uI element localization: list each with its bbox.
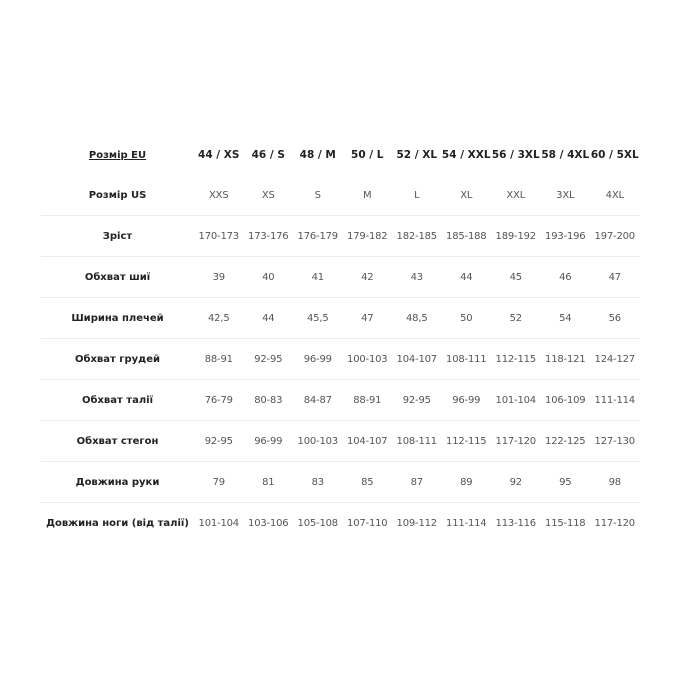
row-label: Обхват грудей bbox=[74, 353, 161, 365]
table-row bbox=[41, 175, 640, 216]
table-row bbox=[41, 298, 640, 339]
table-row bbox=[41, 339, 640, 380]
table-cell: 122-125 bbox=[545, 435, 586, 447]
table-cell: 80-83 bbox=[254, 394, 283, 406]
header-label-cell bbox=[41, 135, 194, 175]
table-cell: 46 bbox=[559, 271, 572, 283]
table-cell: 92-95 bbox=[204, 435, 233, 447]
table-cell: 100-103 bbox=[347, 353, 388, 365]
table-cell: 105-108 bbox=[297, 517, 338, 529]
size-chart-table bbox=[41, 135, 640, 543]
table-cell: 100-103 bbox=[297, 435, 338, 447]
table-cell: 52 bbox=[509, 312, 522, 324]
table-cell: 127-130 bbox=[594, 435, 635, 447]
row-label: Розмір US bbox=[88, 189, 147, 201]
table-cell: 85 bbox=[361, 476, 374, 488]
table-row bbox=[41, 216, 640, 257]
table-cell: 112-115 bbox=[495, 353, 536, 365]
table-cell: 182-185 bbox=[396, 230, 437, 242]
table-cell: 44 bbox=[262, 312, 275, 324]
size-column-header: 46 / S bbox=[251, 149, 285, 161]
table-cell: 96-99 bbox=[303, 353, 332, 365]
table-cell: 108-111 bbox=[396, 435, 437, 447]
table-cell: 117-120 bbox=[495, 435, 536, 447]
table-row bbox=[41, 421, 640, 462]
table-cell: 92 bbox=[509, 476, 522, 488]
table-cell: 176-179 bbox=[297, 230, 338, 242]
size-column-header: 60 / 5XL bbox=[590, 149, 639, 161]
row-label: Ширина плечей bbox=[71, 312, 164, 324]
table-row bbox=[41, 257, 640, 298]
table-cell: 45,5 bbox=[307, 312, 329, 324]
table-cell: 109-112 bbox=[396, 517, 437, 529]
size-column-header: 58 / 4XL bbox=[541, 149, 590, 161]
table-cell: 101-104 bbox=[198, 517, 239, 529]
size-eu-link[interactable]: Розмір EU bbox=[88, 149, 147, 161]
table-cell: 104-107 bbox=[396, 353, 437, 365]
size-column-header: 50 / L bbox=[351, 149, 384, 161]
table-cell: 83 bbox=[311, 476, 324, 488]
table-cell: XS bbox=[261, 189, 275, 201]
table-cell: 88-91 bbox=[353, 394, 382, 406]
table-cell: 179-182 bbox=[347, 230, 388, 242]
table-cell: 44 bbox=[460, 271, 473, 283]
table-cell: 47 bbox=[361, 312, 374, 324]
table-cell: 42 bbox=[361, 271, 374, 283]
table-cell: 185-188 bbox=[446, 230, 487, 242]
table-cell: 92-95 bbox=[402, 394, 431, 406]
table-cell: 87 bbox=[410, 476, 423, 488]
table-cell: 95 bbox=[559, 476, 572, 488]
table-cell: 117-120 bbox=[594, 517, 635, 529]
table-cell: 103-106 bbox=[248, 517, 289, 529]
size-column-header: 52 / XL bbox=[396, 149, 438, 161]
table-cell: 189-192 bbox=[495, 230, 536, 242]
table-cell: 92-95 bbox=[254, 353, 283, 365]
table-cell: 108-111 bbox=[446, 353, 487, 365]
size-column-header: 44 / XS bbox=[198, 149, 240, 161]
size-column-header: 56 / 3XL bbox=[491, 149, 540, 161]
row-label: Довжина руки bbox=[75, 476, 160, 488]
table-cell: 48,5 bbox=[406, 312, 428, 324]
row-label: Зріст bbox=[102, 230, 133, 242]
table-cell: 112-115 bbox=[446, 435, 487, 447]
table-cell: 81 bbox=[262, 476, 275, 488]
row-label: Обхват шиї bbox=[84, 271, 151, 283]
table-cell: XXL bbox=[506, 189, 526, 201]
table-cell: 107-110 bbox=[347, 517, 388, 529]
table-cell: 40 bbox=[262, 271, 275, 283]
table-cell: M bbox=[363, 189, 372, 201]
table-cell: 54 bbox=[559, 312, 572, 324]
size-column-header: 54 / XXL bbox=[441, 149, 491, 161]
table-cell: 56 bbox=[608, 312, 621, 324]
row-label: Обхват стегон bbox=[76, 435, 159, 447]
table-row bbox=[41, 380, 640, 421]
table-cell: 124-127 bbox=[594, 353, 635, 365]
table-cell: 197-200 bbox=[594, 230, 635, 242]
table-cell: 39 bbox=[212, 271, 225, 283]
table-cell: 89 bbox=[460, 476, 473, 488]
table-row bbox=[41, 503, 640, 544]
table-cell: 79 bbox=[212, 476, 225, 488]
table-cell: 47 bbox=[608, 271, 621, 283]
table-cell: 118-121 bbox=[545, 353, 586, 365]
table-cell: 41 bbox=[311, 271, 324, 283]
table-cell: 50 bbox=[460, 312, 473, 324]
row-label: Довжина ноги (від талії) bbox=[46, 517, 189, 529]
table-cell: 113-116 bbox=[495, 517, 536, 529]
table-cell: XL bbox=[460, 189, 473, 201]
table-cell: 115-118 bbox=[545, 517, 586, 529]
table-cell: 104-107 bbox=[347, 435, 388, 447]
table-cell: 193-196 bbox=[545, 230, 586, 242]
table-cell: 4XL bbox=[605, 189, 624, 201]
table-cell: 45 bbox=[509, 271, 522, 283]
table-cell: 96-99 bbox=[452, 394, 481, 406]
table-cell: 98 bbox=[608, 476, 621, 488]
table-cell: 43 bbox=[410, 271, 423, 283]
table-cell: XXS bbox=[209, 189, 229, 201]
table-cell: 96-99 bbox=[254, 435, 283, 447]
table-cell: S bbox=[314, 189, 321, 201]
table-cell: 106-109 bbox=[545, 394, 586, 406]
table-cell: 170-173 bbox=[198, 230, 239, 242]
table-cell: L bbox=[414, 189, 420, 201]
table-cell: 88-91 bbox=[204, 353, 233, 365]
table-cell: 101-104 bbox=[495, 394, 536, 406]
row-label: Обхват талії bbox=[81, 394, 153, 406]
table-cell: 3XL bbox=[556, 189, 575, 201]
size-column-header: 48 / M bbox=[299, 149, 336, 161]
header-row bbox=[41, 135, 640, 175]
table-cell: 111-114 bbox=[446, 517, 487, 529]
table-cell: 173-176 bbox=[248, 230, 289, 242]
table-cell: 84-87 bbox=[303, 394, 332, 406]
table-cell: 76-79 bbox=[204, 394, 233, 406]
table-cell: 42,5 bbox=[208, 312, 230, 324]
table-row bbox=[41, 462, 640, 503]
table-cell: 111-114 bbox=[594, 394, 635, 406]
